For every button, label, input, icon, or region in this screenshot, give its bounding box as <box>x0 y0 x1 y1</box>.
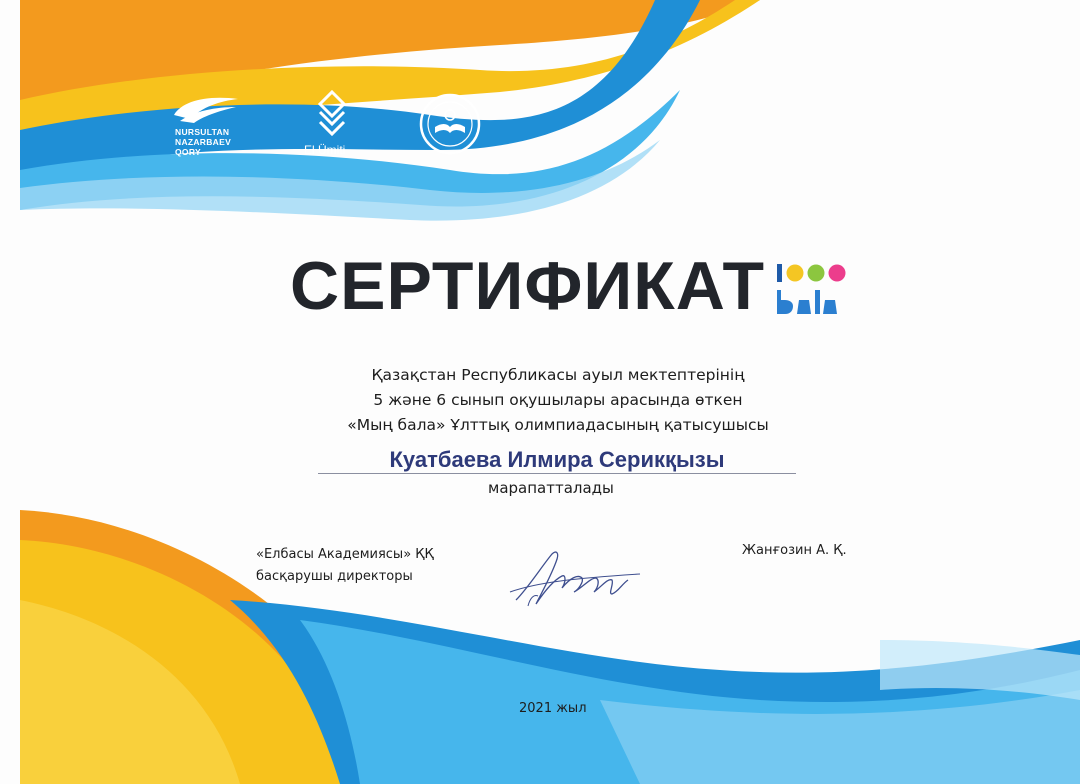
organization-block <box>256 544 434 588</box>
body-line-3: «Мың бала» Ұлттық олимпиадасының қатысушысы <box>347 416 769 434</box>
awarded-text: марапатталады <box>488 479 614 497</box>
ministry-emblem-logo <box>417 93 483 155</box>
nnq-logo-text: NURSULTAN NAZARBAEV QORY <box>175 127 232 157</box>
el-umiti-logo <box>314 90 350 138</box>
certificate-title: СЕРТИФИКАТ <box>290 248 766 324</box>
recipient-name: Куатбаева Илмира Серикқызы <box>389 447 725 472</box>
organization-name: «Елбасы Академиясы» ҚҚ <box>256 547 434 562</box>
organization-position: басқарушы директоры <box>256 569 413 584</box>
body-line-1: Қазақстан Республикасы ауыл мектептерінің <box>371 366 745 384</box>
body-line-2: 5 және 6 сынып оқушылары арасында өткен <box>373 391 743 409</box>
certificate-year: 2021 жыл <box>519 701 587 716</box>
recipient-underline <box>318 473 796 474</box>
signer-name: Жанғозин А. Қ. <box>742 543 847 558</box>
el-umiti-text: El Ümiti <box>304 143 346 157</box>
nursultan-nazarbaev-qory-logo <box>172 93 242 125</box>
handwritten-signature <box>508 548 648 610</box>
